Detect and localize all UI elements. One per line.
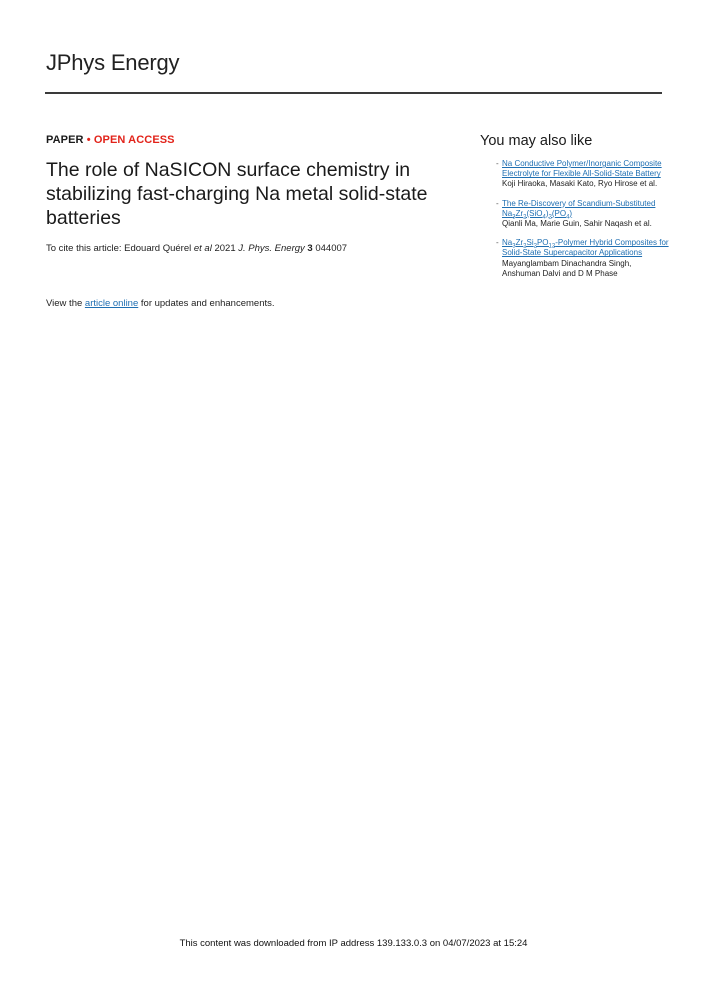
related-articles-panel: [480, 133, 670, 288]
related-item: [480, 159, 670, 190]
article-type-label: [46, 134, 175, 146]
paper-type: PAPER: [46, 134, 84, 146]
related-item-title-link[interactable]: $Na_3Zr_2Si_2PO_{12}$-Polymer Hybrid Composites for Solid-State Supercapacitor Applications: [502, 238, 669, 258]
header-divider: [45, 92, 662, 94]
citation-line: [46, 243, 347, 254]
article-online-link[interactable]: article online: [84, 298, 139, 309]
bullet-icon: -: [496, 159, 499, 168]
related-heading: You may also like: [480, 133, 593, 149]
related-item-authors: Qianli Ma, Marie Guin, Sahir Naqash et al.: [502, 219, 652, 229]
citation-year: 2021: [214, 243, 236, 254]
type-separator: •: [86, 134, 91, 146]
related-item-authors: Koji Hiraoka, Masaki Kato, Ryo Hirose et al.: [502, 179, 658, 189]
journal-logo: JPhys Energy: [46, 50, 180, 75]
citation-etal: et al: [193, 243, 212, 254]
view-online-prefix: View the: [46, 298, 83, 309]
related-item: [480, 199, 670, 230]
citation-article-number: 044007: [315, 243, 348, 254]
bullet-icon: -: [496, 238, 499, 248]
related-item-authors: Mayanglambam Dinachandra Singh, Anshuman Dalvi and D M Phase: [502, 258, 632, 278]
citation-prefix: To cite this article: Edouard Quérel: [46, 243, 192, 254]
download-footer: This content was downloaded from IP address 139.133.0.3 on 04/07/2023 at 15:24: [179, 938, 528, 949]
view-online-suffix: for updates and enhancements.: [140, 298, 275, 309]
view-online-line: [46, 298, 275, 309]
citation-volume: 3: [307, 243, 313, 254]
open-access-label: OPEN ACCESS: [93, 134, 175, 146]
article-title: The role of NaSICON surface chemistry in stabilizing fast-charging Na metal solid-state batteries: [46, 159, 428, 229]
bullet-icon: -: [496, 198, 499, 208]
related-item-title-link[interactable]: The Re-Discovery of Scandium-Substituted $Na_3Zr_2(SiO_4)_2(PO_4)$: [502, 198, 656, 221]
related-item: [480, 238, 670, 279]
citation-journal: J. Phys. Energy: [238, 243, 305, 254]
related-item-title-link[interactable]: Na Conductive Polymer/Inorganic Composite Electrolyte for Flexible All-Solid-State Battery: [502, 159, 662, 179]
